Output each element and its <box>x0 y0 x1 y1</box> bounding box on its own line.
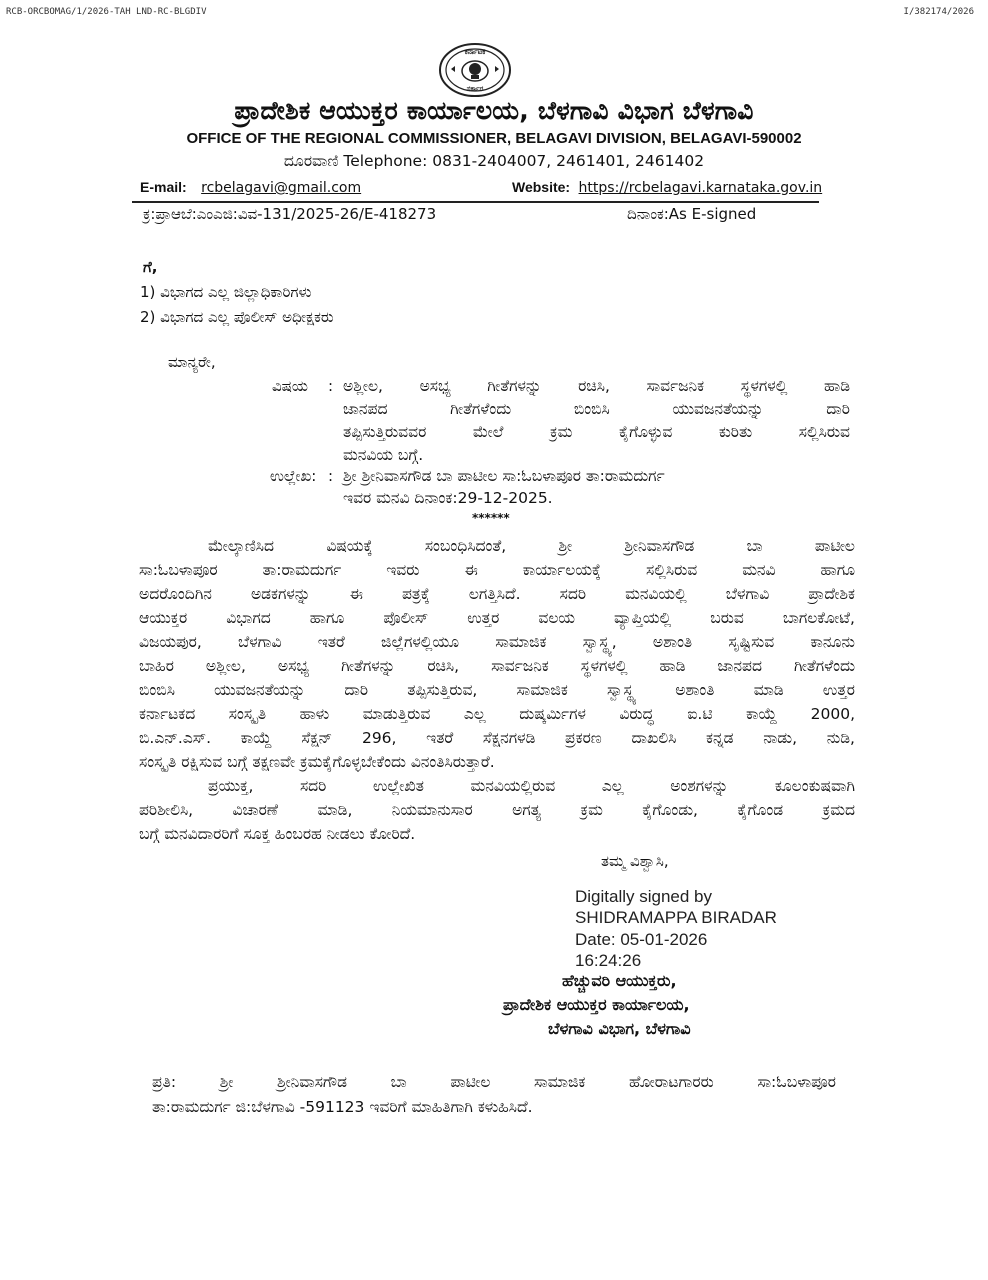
word: ಕಾರ್ಯಾಲಯಕ್ಕೆ <box>522 561 602 579</box>
word: ನುಡಿ, <box>826 729 855 747</box>
word: ಹೋರಾಟಗಾರರು <box>629 1073 714 1091</box>
word: ಮೇಲ್ಕಾಣಿಸಿದ <box>208 537 275 555</box>
word: ಕೈಗೊಳ್ಳುವ <box>618 423 673 441</box>
body-line <box>139 585 855 604</box>
body-line <box>139 609 855 628</box>
top-left-ref: RCB-ORCBOMAG/1/2026-TAH LND-RC-BLGDIV <box>6 7 207 17</box>
word: ಕ್ರಮ <box>580 801 603 819</box>
word: ಕರ್ನಾಟಕದ <box>139 705 196 723</box>
word: ಕೂಲಂಕುಷವಾಗಿ <box>774 777 855 795</box>
word: ವಿಚಾರಣೆ <box>232 801 279 819</box>
word: ಮನವಿ <box>742 561 776 579</box>
word: ಗೀತೆಗಳೆಂದು <box>450 400 512 418</box>
word: ದಾರಿ <box>344 681 369 699</box>
word: ಸಾಮಾಜಿಕ <box>534 1073 586 1091</box>
reference-date: ದಿನಾಂಕ:As E-signed <box>627 205 757 223</box>
word: ಹಾಗೂ <box>309 609 345 627</box>
subject-label: ವಿಷಯ <box>272 377 308 395</box>
copy-to-line: ತಾ:ರಾಮದುರ್ಗ ಜಿ:ಬೆಳಗಾವಿ -591123 ಇವರಿಗೆ ಮಾಹಿತಿಗಾಗಿ ಕಳುಹಿಸಿದೆ. <box>152 1098 533 1116</box>
word: ಜಿಲ್ಲೆಗಳಲ್ಲಿಯೂ <box>381 633 459 651</box>
copy-to-line <box>152 1073 836 1092</box>
body-line <box>139 729 855 748</box>
word: ಸಾ:ಓಬಳಾಪೂರ <box>757 1073 836 1091</box>
word: ಸಾರ್ವಜನಿಕ <box>646 377 705 395</box>
top-right-ref: I/382174/2026 <box>903 7 974 17</box>
word: ಪ್ರಕರಣ <box>565 729 602 747</box>
word: ಹಾಗೂ <box>820 561 855 579</box>
body-line <box>139 681 855 700</box>
word: ಈ <box>464 561 478 579</box>
word: ಸೆಕ್ಷನಗಳಡಿ <box>482 729 536 747</box>
word: ಶ್ರೀನಿವಾಸಗೌಡ <box>624 537 695 555</box>
word: ಕೈಗೊಂಡು, <box>642 801 698 819</box>
word: ಪೊಲೀಸ್ <box>383 609 429 627</box>
website-link[interactable]: https://rcbelagavi.karnataka.gov.in <box>578 180 823 196</box>
word: ತಪ್ಪಿಸುತ್ತಿರುವ, <box>407 681 478 699</box>
word: ಸಾಮಾಜಿಕ <box>516 681 568 699</box>
office-title-kannada: ಪ್ರಾದೇಶಿಕ ಆಯುಕ್ತರ ಕಾರ್ಯಾಲಯ, ಬೆಳಗಾವಿ ವಿಭಾಗ ಬೆಳಗಾವಿ <box>234 96 754 125</box>
word: ಲಗತ್ತಿಸಿದೆ. <box>468 585 521 603</box>
word: ವಿಭಾಗದ <box>226 609 271 627</box>
word: ಸ್ಥಳಗಳಲ್ಲಿ <box>740 377 788 395</box>
reference-line: ಶ್ರೀ ಶ್ರೀನಿವಾಸಗೌಡ ಬಾ ಪಾಟೀಲ ಸಾ:ಓಬಳಾಪೂರ ತಾ:ರಾಮದುರ್ಗ <box>343 467 665 485</box>
word: ಸೃಷ್ಟಿಸುವ <box>728 633 775 651</box>
word: ಜಾನಪದ <box>343 400 388 418</box>
word: ಸಲ್ಲಿಸಿರುವ <box>645 561 698 579</box>
word: ರಚಿಸಿ, <box>427 657 460 675</box>
body-line <box>139 657 855 676</box>
word: ಅಶಾಂತಿ <box>675 681 715 699</box>
body-line: ಬಗ್ಗೆ ಮನವಿದಾರರಿಗೆ ಸೂಕ್ತ ಹಿಂಬರಹ ನೀಡಲು ಕೋರಿದೆ. <box>139 825 416 843</box>
word: ಸ್ವಾಸ್ಥ್ಯ <box>607 681 637 699</box>
word: ದಾಖಲಿಸಿ <box>631 729 677 747</box>
government-emblem-icon <box>437 42 513 98</box>
word: ಅಂಶಗಳನ್ನು <box>670 777 729 795</box>
body-line <box>208 537 855 556</box>
word: ಸಲ್ಲಿಸಿರುವ <box>798 423 850 441</box>
word: ಪ್ರಾದೇಶಿಕ <box>808 585 855 603</box>
word: ಯುವಜನತೆಯನ್ನು <box>214 681 306 699</box>
word: ಅಶ್ಲೀಲ, <box>205 657 246 675</box>
word: ಪತ್ರಕ್ಕೆ <box>401 585 430 603</box>
website-block <box>512 179 822 196</box>
word: ತಪ್ಪಿಸುತ್ತಿರುವವರ <box>343 423 427 441</box>
word: ಕಾನೂನು <box>810 633 855 651</box>
word: ಸ್ವಾಸ್ಥ್ಯ, <box>582 633 617 651</box>
separator-stars: ****** <box>472 511 510 525</box>
word: ಬಾ <box>390 1073 407 1091</box>
body-line <box>208 777 855 796</box>
word: ವಲಯ <box>538 609 575 627</box>
word: ಕಾಯ್ದೆ <box>240 729 272 747</box>
word: ಪಾಟೀಲ <box>450 1073 491 1091</box>
word: ವಿಜಯಪುರ, <box>139 633 202 651</box>
word: ಎಲ್ಲ <box>463 705 486 723</box>
word: ಬೆಳಗಾವಿ <box>725 585 770 603</box>
signature-date: Date: 05-01-2026 <box>575 930 708 949</box>
word: ಅಸಭ್ಯ <box>419 377 451 395</box>
word: ವ್ಯಾಪ್ತಿಯಲ್ಲಿ <box>614 609 672 627</box>
designation-line: ಬೆಳಗಾವಿ ವಿಭಾಗ, ಬೆಳಗಾವಿ <box>548 1019 691 1038</box>
word: ಸದರಿ <box>559 585 587 603</box>
word: ದುಷ್ಕರ್ಮಿಗಳ <box>519 705 586 723</box>
emblem-text-bottom: ಸರ್ಕಾರ <box>466 85 484 93</box>
to-label: ಗೆ, <box>143 258 158 276</box>
word: ಬಿ.ಎನ್.ಎಸ್. <box>139 729 211 747</box>
word: ಎಲ್ಲ <box>601 777 624 795</box>
word: ಬಿಂಬಿಸಿ <box>139 681 175 699</box>
word: ಅಸಭ್ಯ <box>277 657 310 675</box>
header-divider <box>132 201 819 203</box>
word: ಆಯುಕ್ತರ <box>139 609 188 627</box>
word: ಅಗತ್ಯ <box>512 801 542 819</box>
word: ಈ <box>349 585 363 603</box>
word: ಸಂಬಂಧಿಸಿದಂತೆ, <box>424 537 507 555</box>
word: ಕ್ರಮದ <box>822 801 855 819</box>
word: ಪರಿಶೀಲಿಸಿ, <box>139 801 194 819</box>
word: ಗೀತೆಗಳೆಂದು <box>793 657 855 675</box>
word: ಸದರಿ <box>299 777 327 795</box>
word: ಮಾಡಿ <box>753 681 784 699</box>
word: ಶ್ರೀ <box>558 537 573 555</box>
email-label: E-mail: <box>140 179 187 195</box>
word: ಐ.ಟಿ <box>687 705 713 723</box>
word: ಕುರಿತು <box>718 423 753 441</box>
word: 2000, <box>810 705 855 723</box>
word: 296, <box>361 729 397 747</box>
telephone-label-kannada: ದೂರವಾಣಿ <box>283 152 339 170</box>
reference-colon: : <box>328 467 334 485</box>
body-line <box>139 561 855 580</box>
body-line: ಸಂಸ್ಕೃತಿ ರಕ್ಷಿಸುವ ಬಗ್ಗೆ ತಕ್ಷಣವೇ ಕ್ರಮಕೈಗೊಳ್ಳಬೇಕೆಂದು ವಿನಂತಿಸಿರುತ್ತಾರೆ. <box>139 753 495 771</box>
word: ಮೇಲೆ <box>472 423 504 441</box>
word: ಜಾನಪದ <box>717 657 762 675</box>
word: ಗೀತೆಗಳನ್ನು <box>341 657 396 675</box>
word: ಅದರೊಂದಿಗಿನ <box>139 585 212 603</box>
word: ಸಾರ್ವಜನಿಕ <box>491 657 549 675</box>
word: ಬಾಹಿರ <box>139 657 174 675</box>
office-title-english: OFFICE OF THE REGIONAL COMMISSIONER, BELAGAVI DIVISION, BELAGAVI-590002 <box>186 130 802 147</box>
word: ಮಾಡಿ, <box>317 801 353 819</box>
word: ಪಾಟೀಲ <box>814 537 855 555</box>
designation-line: ಹೆಚ್ಚುವರಿ ಆಯುಕ್ತರು, <box>562 971 677 990</box>
email-block <box>140 179 361 196</box>
word: ಮನವಿಯಲ್ಲಿರುವ <box>470 777 556 795</box>
reference-line: ಇವರ ಮನವಿ ದಿನಾಂಕ:29-12-2025. <box>343 489 553 507</box>
word: ಹಾಡಿ <box>824 377 850 395</box>
word: ಉತ್ತರ <box>822 681 855 699</box>
word: ನಿಯಮಾನುಸಾರ <box>391 801 473 819</box>
recipient-item: 2) ವಿಭಾಗದ ಎಲ್ಲ ಪೊಲೀಸ್ ಅಧೀಕ್ಷಕರು <box>140 308 334 326</box>
designation-line: ಪ್ರಾದೇಶಿಕ ಆಯುಕ್ತರ ಕಾರ್ಯಾಲಯ, <box>503 995 690 1014</box>
subject-line <box>343 400 850 419</box>
word: ಉಲ್ಲೇಖಿತ <box>372 777 424 795</box>
subject-line: ಮನವಿಯ ಬಗ್ಗೆ. <box>343 446 424 464</box>
word: ಸಂಸ್ಕೃತಿ <box>228 705 267 723</box>
telephone-numbers: Telephone: 0831-2404007, 2461401, 2461402 <box>343 152 705 170</box>
subject-colon: : <box>328 377 334 395</box>
word: ದಾರಿ <box>826 400 850 418</box>
salutation: ಮಾನ್ಯರೇ, <box>168 353 216 371</box>
telephone-line <box>0 152 988 171</box>
word: ರಚಿಸಿ, <box>578 377 610 395</box>
word: ವಿಷಯಕ್ಕೆ <box>326 537 373 555</box>
word: ಶ್ರೀ <box>219 1073 234 1091</box>
body-line <box>139 801 855 820</box>
word: ಮಾಡುತ್ತಿರುವ <box>362 705 431 723</box>
word: ಶ್ರೀನಿವಾಸಗೌಡ <box>277 1073 347 1091</box>
website-label: Website: <box>512 179 571 195</box>
word: ಕಾಯ್ದೆ <box>746 705 778 723</box>
word: ಬಾ <box>746 537 763 555</box>
signer-name: SHIDRAMAPPA BIRADAR <box>575 908 777 927</box>
word: ಸಾಮಾಜಿಕ <box>495 633 547 651</box>
signature-time: 16:24:26 <box>575 951 642 970</box>
body-line <box>139 705 855 724</box>
body-line <box>139 633 855 652</box>
word: ಮನವಿಯಲ್ಲಿ <box>625 585 687 603</box>
word: ಪ್ರತಿ: <box>152 1073 177 1091</box>
word: ಸೆಕ್ಷನ್ <box>301 729 333 747</box>
word: ಉತ್ತರ <box>467 609 500 627</box>
word: ಬಾಗಲಕೋಟೆ, <box>782 609 855 627</box>
word: ಹಾಳು <box>299 705 330 723</box>
word: ಯುವಜನತೆಯನ್ನು <box>672 400 764 418</box>
word: ಇವರು <box>386 561 420 579</box>
word: ಕ್ರಮ <box>549 423 573 441</box>
emblem-text-top: ಕರ್ನಾಟಕ <box>464 48 486 56</box>
reference-number: ಕ್ರ:ಪ್ರಾಆಬೆ:ಎಂಎಜಿ:ವಿವ-131/2025-26/E-418273 <box>143 205 437 223</box>
subject-line <box>343 377 850 396</box>
word: ನಾಡು, <box>763 729 798 747</box>
word: ಕನ್ನಡ <box>705 729 734 747</box>
word: ಅಶಾಂತಿ <box>652 633 693 651</box>
recipient-item: 1) ವಿಭಾಗದ ಎಲ್ಲ ಜಿಲ್ಲಾಧಿಕಾರಿಗಳು <box>140 283 312 301</box>
word: ಗೀತೆಗಳನ್ನು <box>487 377 542 395</box>
reference-label: ಉಲ್ಲೇಖ: <box>270 467 317 485</box>
word: ವಿರುದ್ಧ <box>619 705 654 723</box>
word: ಬಿಂಬಿಸಿ <box>573 400 610 418</box>
word: ಸಾ:ಓಬಳಾಪೂರ <box>139 561 218 579</box>
word: ಅಡಕಗಳನ್ನು <box>250 585 311 603</box>
word: ಇತರೆ <box>317 633 345 651</box>
email-link[interactable]: rcbelagavi@gmail.com <box>201 180 362 196</box>
word: ಹಾಡಿ <box>659 657 686 675</box>
word: ಇತರೆ <box>426 729 454 747</box>
word: ಬೆಳಗಾವಿ <box>237 633 282 651</box>
word: ತಾ:ರಾಮದುರ್ಗ <box>262 561 342 579</box>
word: ಅಶ್ಲೀಲ, <box>343 377 383 395</box>
word: ಬರುವ <box>710 609 744 627</box>
word: ಸ್ಥಳಗಳಲ್ಲಿ <box>580 657 628 675</box>
signature-line: Digitally signed by <box>575 887 713 906</box>
subject-line <box>343 423 850 442</box>
word: ಪ್ರಯುಕ್ತ, <box>208 777 254 795</box>
closing: ತಮ್ಮ ವಿಶ್ವಾಸಿ, <box>601 852 669 870</box>
word: ಕೈಗೊಂಡ <box>737 801 784 819</box>
